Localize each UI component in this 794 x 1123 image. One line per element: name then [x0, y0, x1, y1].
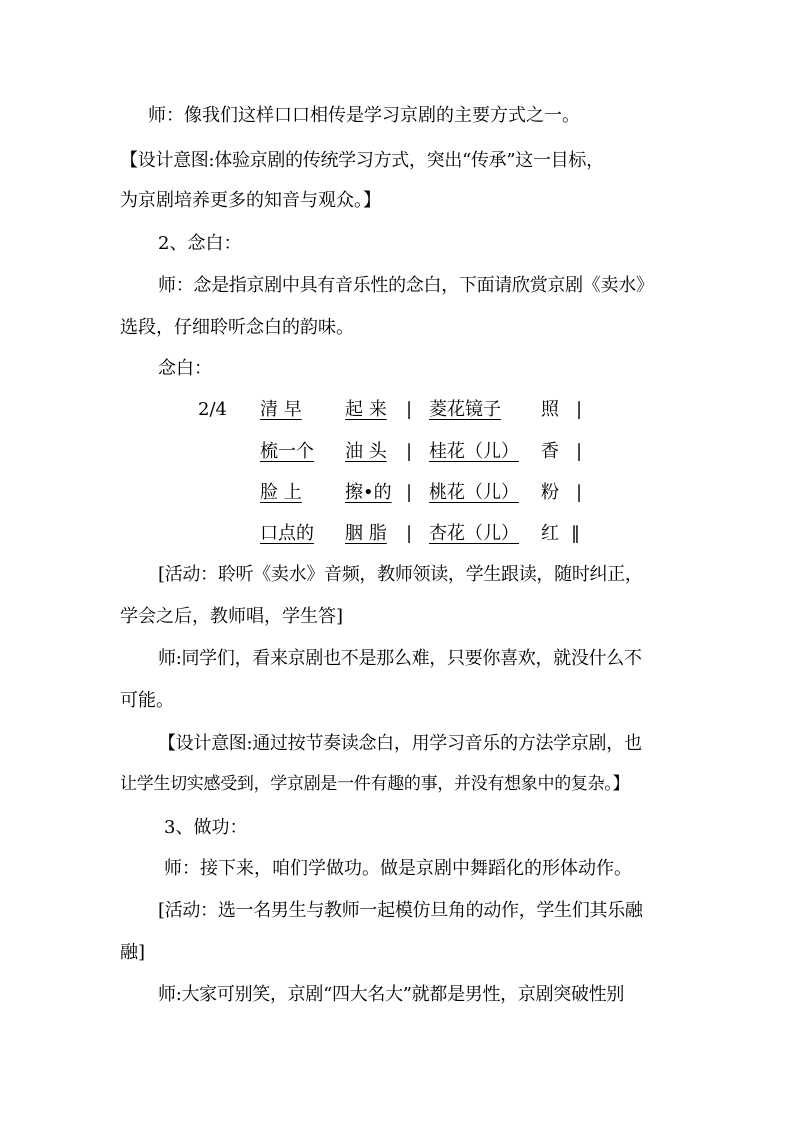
bar-line: |	[576, 441, 583, 462]
paragraph-nianbai-line2: 选段，仔细聆听念白的韵味。	[120, 317, 354, 338]
rhythm-cell: 粉	[541, 482, 559, 503]
paragraph-four-great: 师:大家可别笑，京剧“四大名大”就都是男性，京剧突破性别	[158, 984, 625, 1005]
rhythm-cell: 照	[541, 399, 559, 420]
rhythm-cell: 脸 上	[260, 482, 302, 503]
activity-1-line2: 学会之后，教师唱，学生答]	[120, 606, 344, 627]
rhythm-cell: 梳一个	[260, 441, 314, 462]
rhythm-cell: 油 头	[345, 441, 387, 462]
bar-line: |	[406, 523, 413, 544]
rhythm-cell: 香	[541, 441, 559, 462]
bar-line: |	[576, 399, 583, 420]
rhythm-cell: 起 来	[345, 399, 387, 420]
nianbai-label: 念白：	[158, 358, 212, 379]
paragraph-zuogong: 师：接下来，咱们学做功。做是京剧中舞蹈化的形体动作。	[164, 858, 632, 879]
rhythm-cell: 口点的	[260, 523, 314, 544]
rhythm-cell: 桃花（儿）	[429, 482, 519, 503]
rhythm-cell: 胭 脂	[345, 523, 387, 544]
bar-line: |	[576, 482, 583, 503]
bar-line: |	[406, 482, 413, 503]
section-heading-zuogong: 3、做功：	[164, 817, 248, 838]
meter-label: 2/4	[198, 399, 227, 420]
rhythm-cell: 红	[541, 523, 559, 544]
rhythm-cell: 擦•的	[345, 482, 392, 503]
paragraph-nianbai-line1: 师：念是指京剧中具有音乐性的念白，下面请欣赏京剧《卖水》	[158, 275, 654, 296]
paragraph-not-hard-line2: 可能。	[120, 690, 174, 711]
activity-2-line1: [活动：选一名男生与教师一起模仿旦角的动作，学生们其乐融	[158, 900, 643, 921]
rhythm-cell: 清 早	[260, 399, 302, 420]
rhythm-cell: 杏花（儿）	[429, 523, 519, 544]
paragraph-not-hard-line1: 师:同学们，看来京剧也不是那么难，只要你喜欢，就没什么不	[158, 648, 642, 669]
paragraph-teacher-oral-tradition: 师：像我们这样口口相传是学习京剧的主要方式之一。	[148, 105, 580, 126]
rhythm-cell: 菱花镜子	[429, 399, 501, 420]
design-intent-1-line1: 【设计意图:体验京剧的传统学习方式，突出“传承”这一目标，	[120, 150, 604, 171]
design-intent-2-line2: 让学生切实感受到，学京剧是一件有趣的事，并没有想象中的复杂。】	[120, 774, 630, 794]
final-bar-line: ‖	[571, 523, 580, 544]
design-intent-1-line2: 为京剧培养更多的知音与观众。】	[120, 190, 381, 211]
activity-2-line2: 融]	[120, 942, 146, 963]
bar-line: |	[406, 399, 413, 420]
section-heading-nianbai: 2、念白：	[158, 233, 242, 254]
design-intent-2-line1: 【设计意图:通过按节奏读念白，用学习音乐的方法学京剧，也	[158, 733, 642, 754]
bar-line: |	[406, 441, 413, 462]
rhythm-cell: 桂花（儿）	[429, 441, 519, 462]
activity-1-line1: [活动：聆听《卖水》音频，教师领读，学生跟读，随时纠正，	[158, 564, 643, 585]
